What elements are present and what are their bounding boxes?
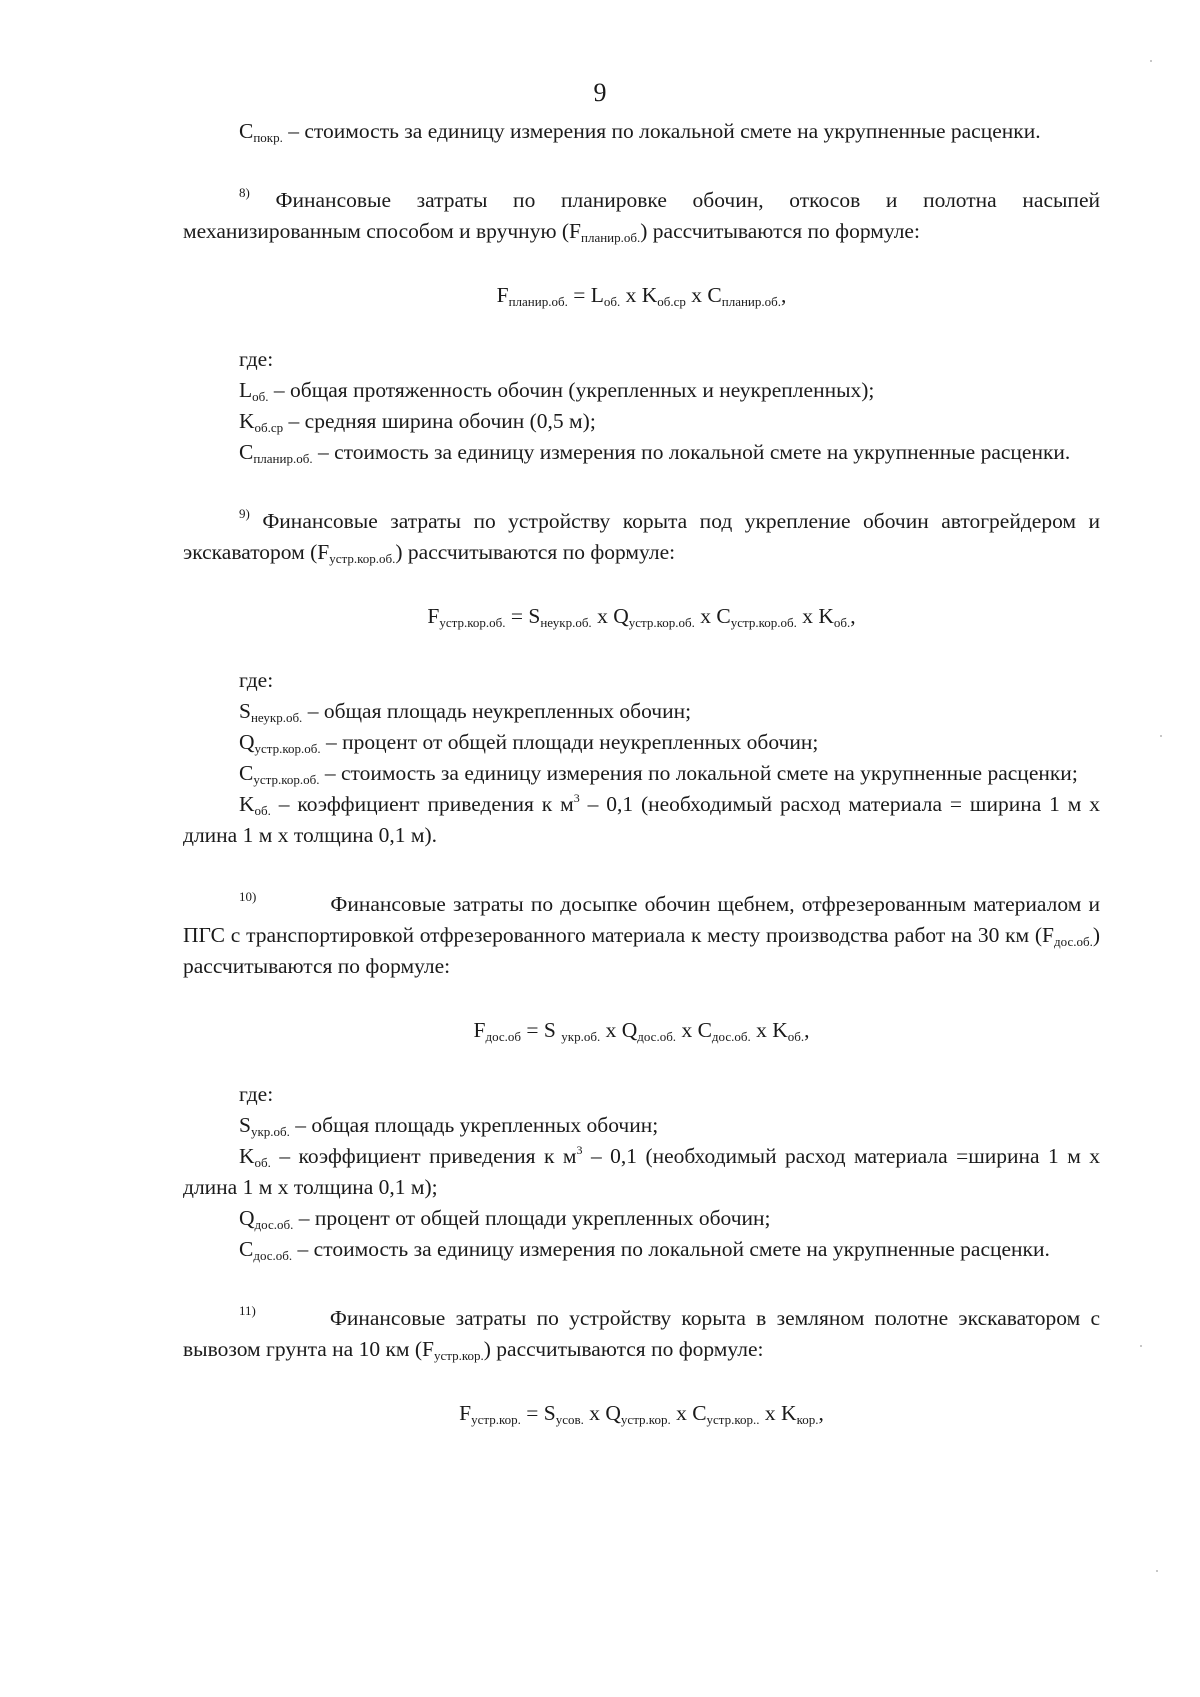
- formula-8: $F_{планир.об.} = L_{об.}$ x $K_{об.ср}$ x $C_{планир.об.}$,: [496, 283, 787, 309]
- footnote-number: 9): [239, 506, 250, 521]
- scan-speck: [1140, 1345, 1142, 1347]
- definition-c-planir: $C_{планир.об.}$ – стоимость за единицу измерения по локальной смете на укрупненные расценки.: [239, 440, 1071, 466]
- definition-c-dos: $C_{дос.об.}$ – стоимость за единицу измерения по локальной смете на укрупненные расценки.: [239, 1237, 1050, 1263]
- definition-q-dos: $Q_{дос.об.}$ – процент от общей площади укрепленных обочин;: [239, 1206, 771, 1232]
- scan-speck: [1160, 735, 1162, 737]
- definition-k-ob: $K_{об.}$ – коэффициент приведения к $м^3 - 0,1$ (необходимый расход материала =ширина 1 м х длина 1 м х толщина 0,1 м);: [183, 1143, 1100, 1199]
- definition-k-ob: $K_{об.}$ – коэффициент приведения к $м^3 - 0,1$ (необходимый расход материала = ширина 1 м х длина 1 м х толщина 0,1 м).: [183, 791, 1100, 847]
- formula-9: $F_{устр.кор.об.} = S_{неукр.об.}$ x $Q_{устр.кор.об.}$ x $C_{устр.кор.об.}$ x $K_{об.}$,: [427, 604, 856, 630]
- formula-11: $F_{устр.кор.} = S_{усов.}$ x $Q_{устр.кор.}$ x $C_{устр.кор..}$ x $K_{кор.}$,: [459, 1401, 824, 1427]
- item-9-intro: $^{9)}$ Финансовые затраты по устройству корыта под укрепление обочин автогрейдером и экскаватором $(F_{устр.кор.об.})$ рассчитываются по формуле:: [183, 506, 1100, 566]
- where-label: где:: [239, 347, 274, 371]
- definition-c-ustr-kor-ob: $C_{устр.кор.об.}$ – стоимость за единицу измерения по локальной смете на укрупненные расценки;: [239, 761, 1078, 787]
- scan-speck: [1150, 60, 1152, 62]
- formula-10: $F_{дос.об} = S$ $_{укр.об.}$ x $Q_{дос.об.}$ x $C_{дос.об.}$ x $K_{об.}$,: [473, 1018, 810, 1044]
- item-8-intro: $^{8)}$ Финансовые затраты по планировке обочин, откосов и полотна насыпей механизированным способом и вручную $(F_{планир.об.})$ рассчитываются по формуле:: [183, 185, 1100, 245]
- definition-q-ustr-kor-ob: $Q_{устр.кор.об.}$ – процент от общей площади неукрепленных обочин;: [239, 730, 819, 756]
- page-content: [183, 116, 1100, 1429]
- definition-s-ukr: $S_{укр.об.}$ – общая площадь укрепленных обочин;: [239, 1113, 659, 1139]
- footnote-number: 8): [239, 185, 250, 200]
- page-number: 9: [593, 78, 607, 107]
- footnote-number: 10): [239, 889, 257, 904]
- item-11-intro: $^{11)}$ Финансовые затраты по устройству корыта в земляном полотне экскаватором с вывозом грунта на 10 км $(F_{устр.кор.})$ рассчитываются по формуле:: [183, 1303, 1100, 1363]
- definition-l-ob: $L_{об.}$ – общая протяженность обочин (укрепленных и неукрепленных);: [239, 378, 875, 404]
- definition-s-neukr: $S_{неукр.об.}$ – общая площадь неукрепленных обочин;: [239, 699, 692, 725]
- definition-k-ob-sr: $K_{об.ср}$ – средняя ширина обочин (0,5 м);: [239, 409, 596, 435]
- where-label: где:: [239, 1082, 274, 1106]
- definition-c-pokr: $C_{покр.}$ – стоимость за единицу измерения по локальной смете на укрупненные расценки.: [239, 119, 1041, 145]
- item-10-intro: $^{10)}$ Финансовые затраты по досыпке обочин щебнем, отфрезерованным материалом и ПГС с транспортировкой отфрезерованного материала к месту производства работ на 30 км $(F_{дос.об.})$ рассчитываются по формуле:: [183, 889, 1100, 978]
- footnote-number: 11): [239, 1303, 256, 1318]
- where-label: где:: [239, 668, 274, 692]
- scan-speck: [1156, 1570, 1158, 1572]
